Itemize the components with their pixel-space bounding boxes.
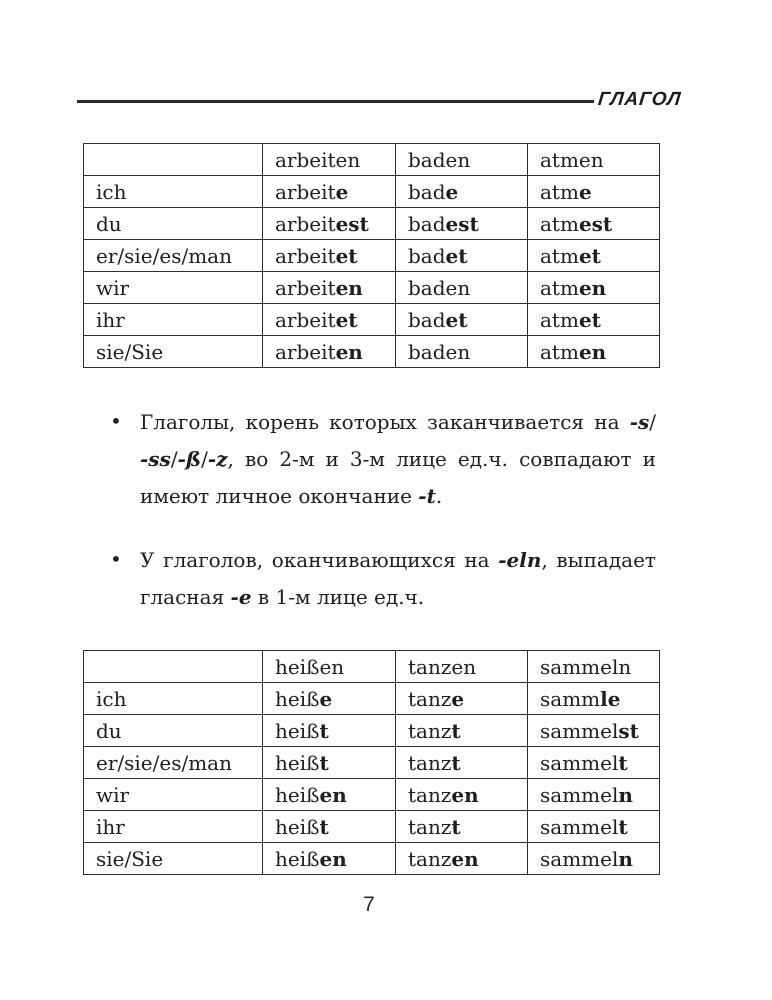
- verb-form-cell: badest: [396, 208, 528, 240]
- verb-form-cell: sammelst: [528, 715, 660, 747]
- pronoun-cell: ihr: [84, 811, 263, 843]
- verb-form-cell: arbeitet: [263, 304, 396, 336]
- bullet-text-line: -ss/-ß/-z, во 2-м и 3-м лице ед.ч. совпадают и: [140, 447, 656, 471]
- table-row: [84, 304, 660, 336]
- verb-form-cell: badet: [396, 304, 528, 336]
- table-row: [84, 747, 660, 779]
- table-header-row: [84, 651, 660, 683]
- conjugation-table: [83, 650, 660, 875]
- bullet-text-line: гласная -e в 1-м лице ед.ч.: [140, 585, 425, 609]
- pronoun-cell: ich: [84, 176, 263, 208]
- verb-form-cell: heißt: [263, 747, 396, 779]
- verb-form-cell: heißen: [263, 779, 396, 811]
- table-row: [84, 240, 660, 272]
- table-row: [84, 779, 660, 811]
- page-number: 7: [363, 893, 375, 916]
- verb-form-cell: baden: [396, 336, 528, 368]
- verb-form-cell: sammeln: [528, 779, 660, 811]
- bullet-icon: •: [110, 547, 122, 571]
- pronoun-cell: er/sie/es/man: [84, 240, 263, 272]
- verb-form-cell: tanzt: [396, 747, 528, 779]
- verb-form-cell: atmen: [528, 272, 660, 304]
- column-header-cell: arbeiten: [263, 144, 396, 176]
- verb-form-cell: arbeiten: [263, 272, 396, 304]
- verb-form-cell: heißt: [263, 715, 396, 747]
- verb-form-cell: heiße: [263, 683, 396, 715]
- column-header-cell: sammeln: [528, 651, 660, 683]
- pronoun-cell: ich: [84, 683, 263, 715]
- table-row: [84, 843, 660, 875]
- pronoun-cell: wir: [84, 779, 263, 811]
- verb-form-cell: atmet: [528, 240, 660, 272]
- bullet-text: [140, 404, 656, 515]
- verb-form-cell: tanze: [396, 683, 528, 715]
- bullet-text: [140, 542, 656, 616]
- verb-form-cell: bade: [396, 176, 528, 208]
- verb-form-cell: tanzen: [396, 779, 528, 811]
- verb-form-cell: tanzen: [396, 843, 528, 875]
- pronoun-cell: du: [84, 715, 263, 747]
- bullet-note-2: [108, 542, 656, 616]
- table-row: [84, 208, 660, 240]
- table-row: [84, 683, 660, 715]
- column-header-cell: [84, 144, 263, 176]
- conjugation-table: [83, 143, 660, 368]
- bullet-text-line: У глаголов, оканчивающихся на -eln, выпадает: [140, 548, 656, 572]
- table-row: [84, 715, 660, 747]
- verb-form-cell: baden: [396, 272, 528, 304]
- table-header-row: [84, 144, 660, 176]
- verb-form-cell: atmen: [528, 336, 660, 368]
- table-row: [84, 176, 660, 208]
- pronoun-cell: wir: [84, 272, 263, 304]
- verb-form-cell: atmest: [528, 208, 660, 240]
- verb-form-cell: arbeitest: [263, 208, 396, 240]
- verb-form-cell: arbeitet: [263, 240, 396, 272]
- column-header-cell: [84, 651, 263, 683]
- conjugation-table-1: [83, 143, 660, 368]
- table-row: [84, 811, 660, 843]
- table-row: [84, 272, 660, 304]
- verb-form-cell: arbeite: [263, 176, 396, 208]
- verb-form-cell: sammeln: [528, 843, 660, 875]
- bullet-text-line: Глаголы, корень которых заканчивается на -s/: [140, 410, 656, 434]
- column-header-cell: heißen: [263, 651, 396, 683]
- bullet-note-1: [108, 404, 656, 515]
- verb-form-cell: arbeiten: [263, 336, 396, 368]
- pronoun-cell: ihr: [84, 304, 263, 336]
- verb-form-cell: atme: [528, 176, 660, 208]
- pronoun-cell: er/sie/es/man: [84, 747, 263, 779]
- header-rule: [77, 100, 594, 103]
- column-header-cell: atmen: [528, 144, 660, 176]
- verb-form-cell: sammle: [528, 683, 660, 715]
- bullet-icon: •: [110, 409, 122, 433]
- verb-form-cell: sammelt: [528, 747, 660, 779]
- verb-form-cell: badet: [396, 240, 528, 272]
- pronoun-cell: du: [84, 208, 263, 240]
- column-header-cell: tanzen: [396, 651, 528, 683]
- verb-form-cell: heißen: [263, 843, 396, 875]
- verb-form-cell: atmet: [528, 304, 660, 336]
- verb-form-cell: sammelt: [528, 811, 660, 843]
- verb-form-cell: tanzt: [396, 811, 528, 843]
- page-header-title: ГЛАГОЛ: [596, 89, 683, 110]
- pronoun-cell: sie/Sie: [84, 336, 263, 368]
- verb-form-cell: tanzt: [396, 715, 528, 747]
- pronoun-cell: sie/Sie: [84, 843, 263, 875]
- bullet-text-line: имеют личное окончание -t.: [140, 484, 443, 508]
- table-row: [84, 336, 660, 368]
- verb-form-cell: heißt: [263, 811, 396, 843]
- conjugation-table-2: [83, 650, 660, 875]
- column-header-cell: baden: [396, 144, 528, 176]
